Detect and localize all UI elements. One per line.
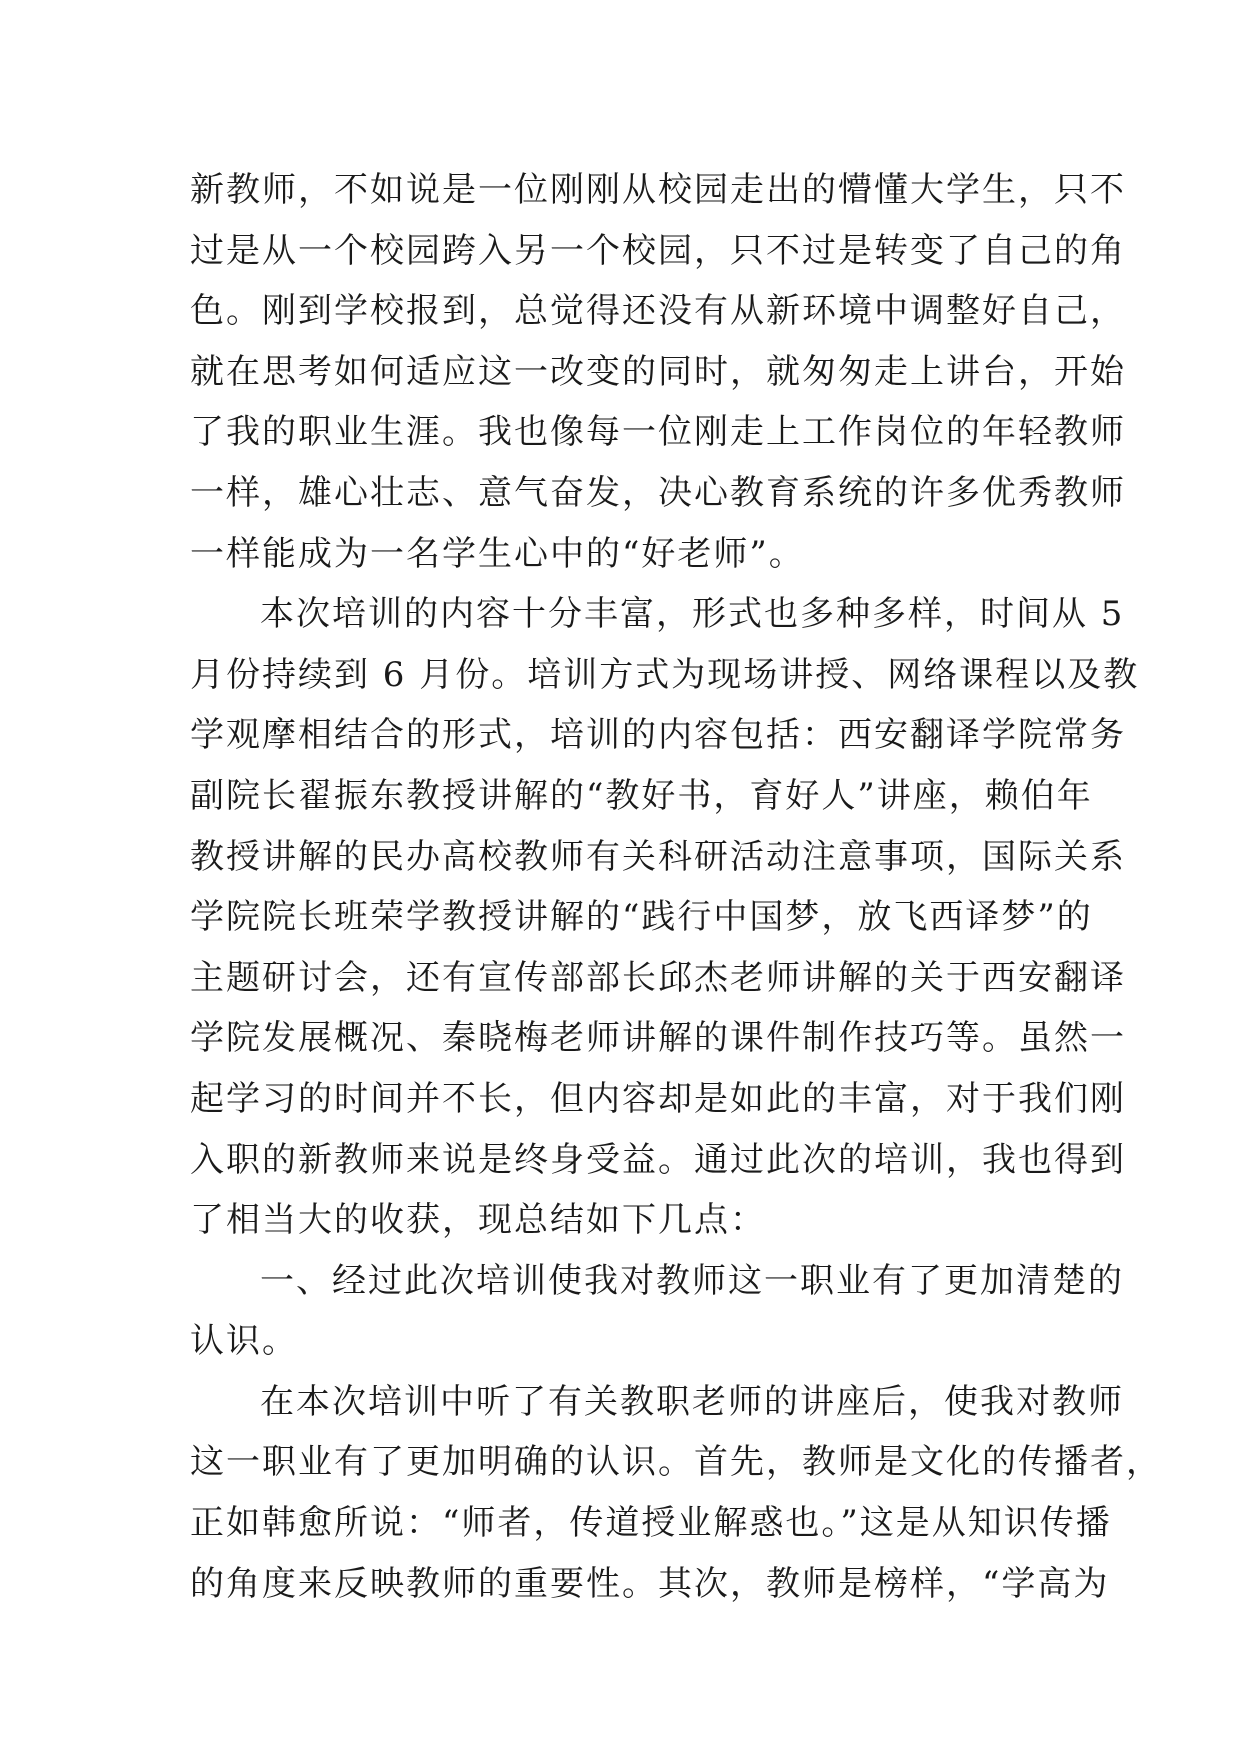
text-line: 一、经过此次培训使我对教师这一职业有了更加清楚的 [260, 1260, 1124, 1301]
text-line: 副院长翟振东教授讲解的“教好书，育好人”讲座，赖伯年 [190, 775, 1093, 816]
text-line: 本次培训的内容十分丰富，形式也多种多样，时间从 5 [260, 594, 1125, 635]
text-line: 一样能成为一名学生心中的“好老师”。 [190, 533, 805, 574]
text-line: 了相当大的收获，现总结如下几点： [190, 1200, 766, 1241]
text-line: 月份持续到 6 月份。培训方式为现场讲授、网络课程以及教 [190, 654, 1140, 695]
text-line: 入职的新教师来说是终身受益。通过此次的培训，我也得到 [190, 1139, 1126, 1180]
text-line: 了我的职业生涯。我也像每一位刚走上工作岗位的年轻教师 [190, 412, 1126, 453]
text-line: 学观摩相结合的形式，培训的内容包括：西安翻译学院常务 [190, 715, 1126, 756]
text-line: 学院院长班荣学教授讲解的“践行中国梦，放飞西译梦”的 [190, 897, 1093, 938]
text-line: 就在思考如何适应这一改变的同时，就匆匆走上讲台，开始 [190, 351, 1126, 392]
text-line: 新教师，不如说是一位刚刚从校园走出的懵懂大学生，只不 [190, 170, 1126, 210]
text-line: 认识。 [190, 1321, 298, 1362]
text-line: 起学习的时间并不长，但内容却是如此的丰富，对于我们刚 [190, 1078, 1126, 1119]
text-line: 在本次培训中听了有关教职老师的讲座后，使我对教师 [260, 1381, 1124, 1422]
text-line: 学院发展概况、秦晓梅老师讲解的课件制作技巧等。虽然一 [190, 1018, 1126, 1059]
body-text [190, 160, 1162, 1614]
text-line: 正如韩愈所说：“师者，传道授业解惑也。”这是从知识传播 [190, 1503, 1112, 1544]
text-line: 教授讲解的民办高校教师有关科研活动注意事项，国际关系 [190, 836, 1126, 877]
text-line: 色。刚到学校报到，总觉得还没有从新环境中调整好自己， [190, 291, 1126, 332]
text-line: 过是从一个校园跨入另一个校园，只不过是转变了自己的角 [190, 230, 1126, 271]
text-line: 主题研讨会，还有宣传部部长邱杰老师讲解的关于西安翻译 [190, 957, 1126, 998]
text-line: 这一职业有了更加明确的认识。首先，教师是文化的传播者， [190, 1442, 1162, 1483]
text-line: 一样，雄心壮志、意气奋发，决心教育系统的许多优秀教师 [190, 472, 1126, 513]
text-line: 的角度来反映教师的重要性。其次，教师是榜样，“学高为 [190, 1563, 1110, 1604]
